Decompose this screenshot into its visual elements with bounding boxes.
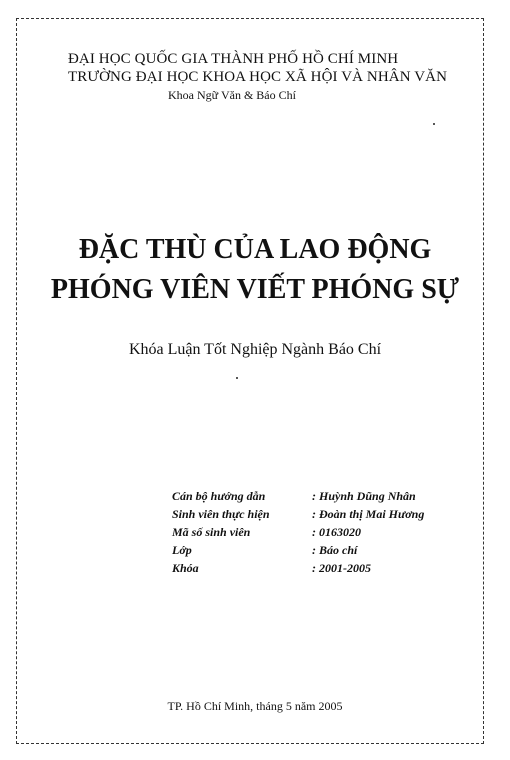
info-value: : Huỳnh Dũng Nhân — [312, 489, 416, 503]
page-border — [16, 18, 484, 744]
info-value: : 2001-2005 — [312, 561, 371, 575]
info-row-cohort — [172, 559, 424, 577]
thesis-subtitle: Khóa Luận Tốt Nghiệp Ngành Báo Chí — [128, 341, 382, 358]
info-label: Cán bộ hướng dẫn — [172, 489, 266, 503]
info-row-supervisor — [172, 487, 424, 505]
place-date-line: TP. Hồ Chí Minh, tháng 5 năm 2005 — [167, 699, 343, 713]
thesis-title-line2: PHÓNG VIÊN VIẾT PHÓNG SỰ — [50, 274, 460, 305]
info-label: Khóa — [172, 561, 199, 575]
info-value: : Báo chí — [312, 543, 358, 557]
school-name: TRƯỜNG ĐẠI HỌC KHOA HỌC XÃ HỘI VÀ NHÂN VĂN — [68, 69, 448, 85]
institution-header — [68, 50, 468, 103]
info-row-student — [172, 505, 424, 523]
university-name: ĐẠI HỌC QUỐC GIA THÀNH PHỐ HỒ CHÍ MINH — [68, 51, 399, 67]
thesis-title-line1: ĐẶC THÙ CỦA LAO ĐỘNG — [78, 234, 432, 265]
info-label: Sinh viên thực hiện — [172, 507, 270, 521]
thesis-title — [0, 230, 510, 310]
scan-speck — [433, 123, 435, 125]
info-row-student-id — [172, 523, 424, 541]
scan-speck — [236, 377, 238, 379]
info-row-class — [172, 541, 424, 559]
info-value: : Đoàn thị Mai Hương — [312, 507, 425, 521]
info-value: : 0163020 — [312, 525, 361, 539]
faculty-name: Khoa Ngữ Văn & Báo Chí — [168, 88, 296, 102]
thesis-info-table — [172, 487, 424, 577]
info-label: Mã số sinh viên — [172, 525, 251, 539]
info-label: Lớp — [172, 543, 192, 557]
